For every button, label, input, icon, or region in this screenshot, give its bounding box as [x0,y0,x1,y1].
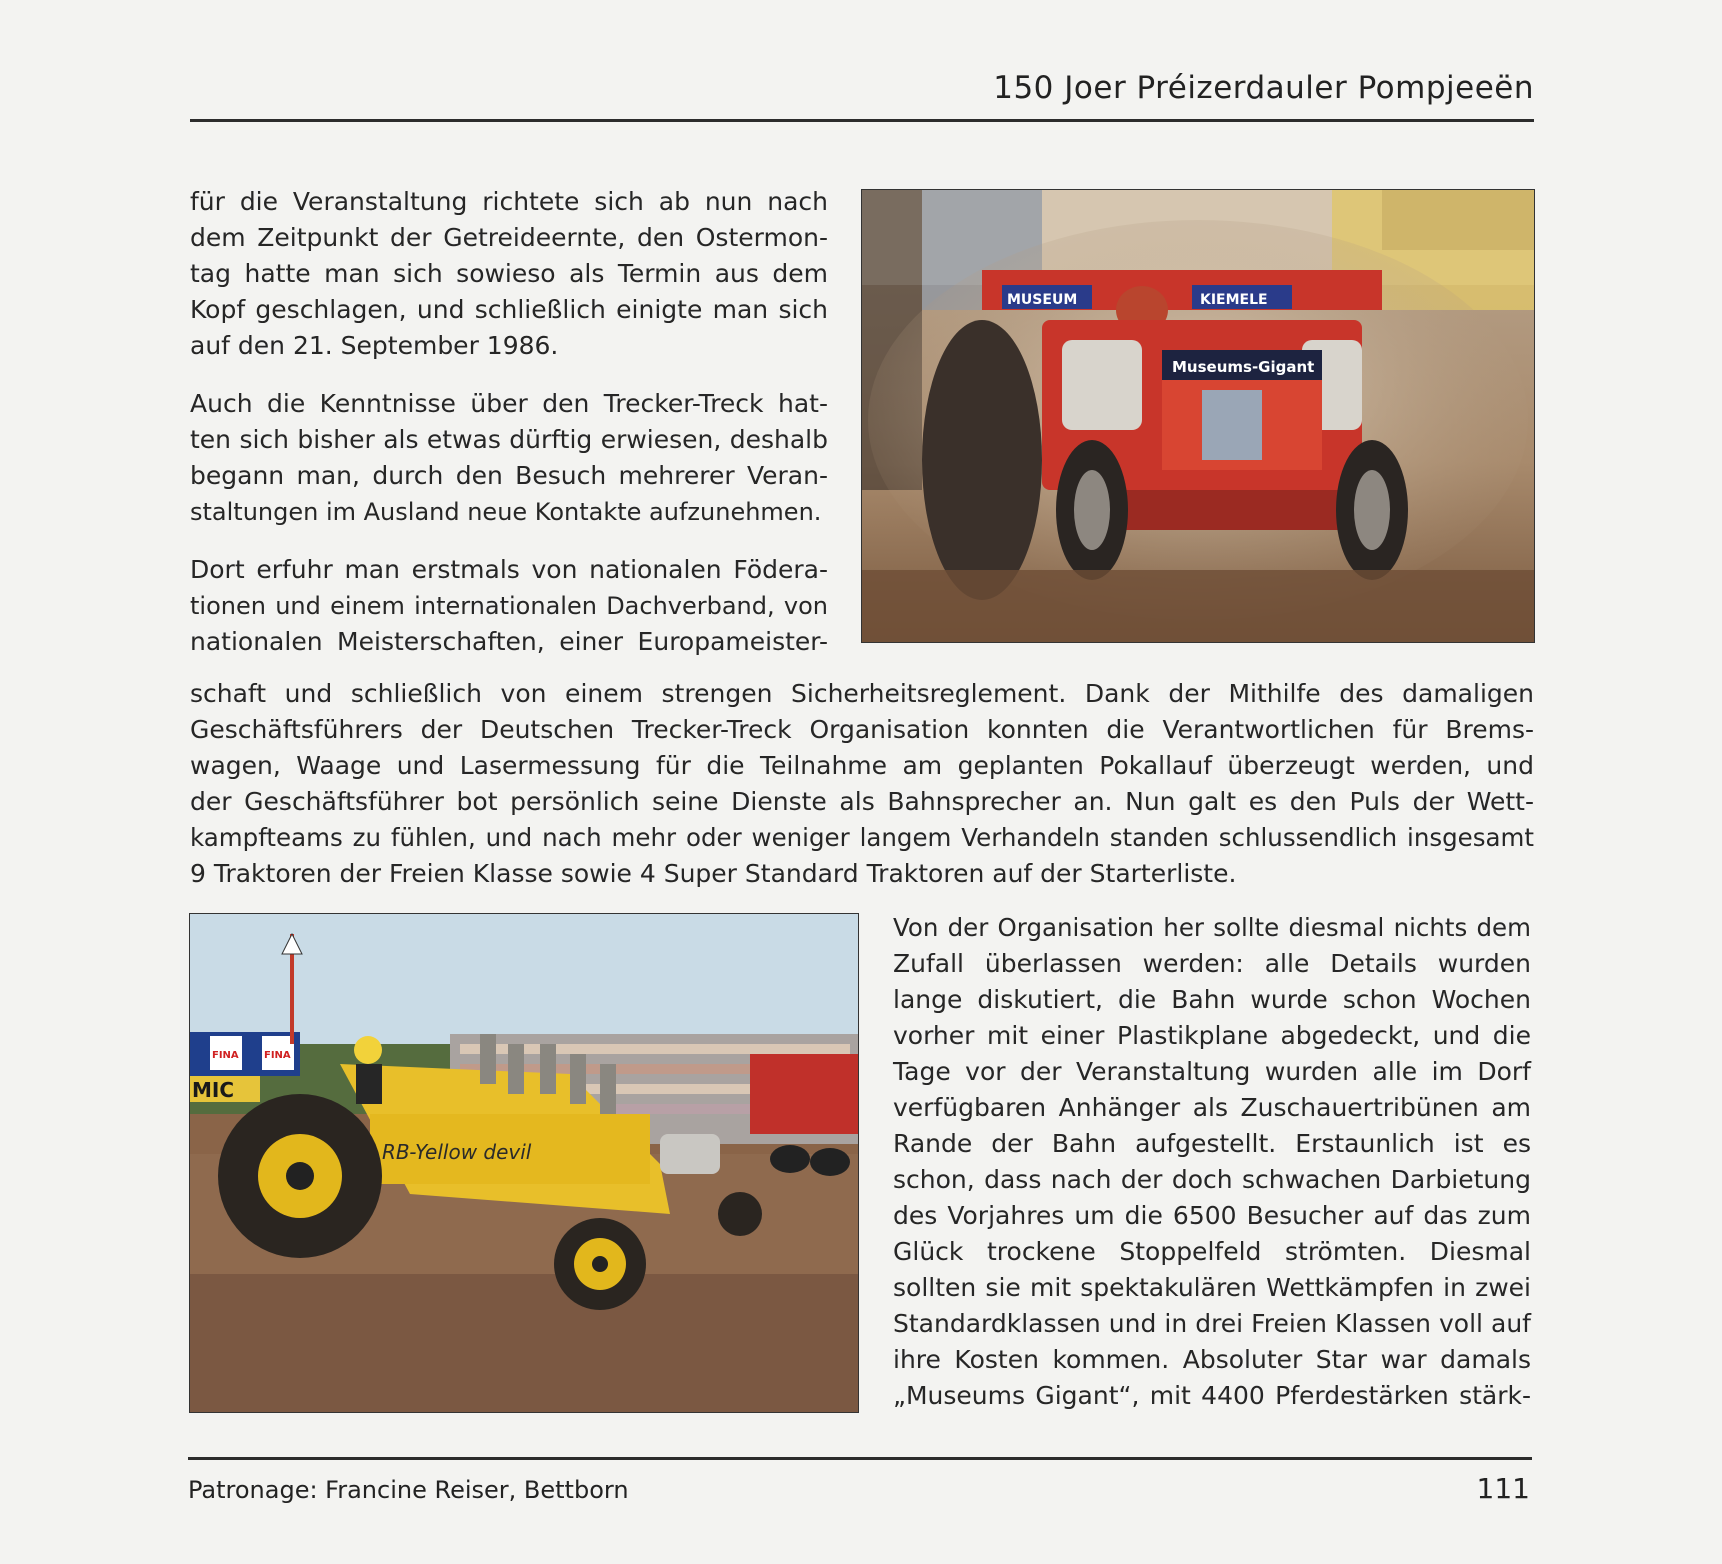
text-line: ihre Kosten kommen. Absoluter Star war damals [893,1345,1531,1374]
paragraph-4 [190,676,1534,892]
text-line: Kopf geschlagen, und schließlich einigte man sich [190,295,828,324]
text-line: Auch die Kenntnisse über den Trecker-Treck hat- [190,389,828,418]
text-line: 9 Traktoren der Freien Klasse sowie 4 Super Standard Traktoren auf der Starterliste. [190,859,1237,888]
text-line: wagen, Waage und Lasermessung für die Teilnahme am geplanten Pokallauf überzeugt werden, und [190,751,1534,780]
text-line: ten sich bisher als etwas dürftig erwiesen, deshalb [190,425,828,454]
sign-fina-2: FINA [264,1050,291,1061]
footer-rule [188,1457,1532,1460]
photo-museums-gigant [862,190,1534,642]
text-line: begann man, durch den Besuch mehrerer Veran- [190,461,828,490]
text-line: Von der Organisation her sollte diesmal nichts dem [893,913,1531,942]
text-line: kampfteams zu fühlen, und nach mehr oder weniger langem Verhandeln standen schlussendlich insgesamt [190,823,1534,852]
paragraph-5 [893,910,1531,1414]
text-line: tag hatte man sich sowieso als Termin aus dem [190,259,828,288]
text-line: der Geschäftsführer bot persönlich seine Dienste als Bahnsprecher an. Nun galt es den Puls der Wett- [190,787,1534,816]
text-line: Zufall überlassen werden: alle Details wurden [893,949,1531,978]
text-column-left [190,184,828,682]
photo-yellow-devil [190,914,858,1412]
sign-museums-gigant: Museums-Gigant [1172,358,1315,376]
text-line: vorher mit einer Plastikplane abgedeckt, und die [893,1021,1531,1050]
text-line: staltungen im Ausland neue Kontakte aufzunehmen. [190,498,822,526]
text-line: Standardklassen und in drei Freien Klassen voll auf [893,1309,1531,1338]
text-line: tionen und einem internationalen Dachverband, von [190,592,828,620]
paragraph-3 [190,552,828,660]
text-line: Geschäftsführers der Deutschen Trecker-Treck Organisation konnten die Verantwortlichen für Brems- [190,715,1534,744]
sign-mic: MIC [192,1078,235,1102]
header-rule [190,119,1534,122]
text-line: nationalen Meisterschaften, einer Europameister- [190,627,828,656]
sign-museum: MUSEUM [1007,292,1078,308]
page-number: 111 [1476,1472,1530,1505]
text-line: sollten sie mit spektakulären Wettkämpfen in zwei [893,1273,1531,1302]
text-line: „Museums Gigant“, mit 4400 Pferdestärken stärk- [893,1381,1531,1410]
text-line: schaft und schließlich von einem strengen Sicherheitsreglement. Dank der Mithilfe des damaligen [190,679,1534,708]
text-line: Rande der Bahn aufgestellt. Erstaunlich ist es [893,1129,1531,1158]
text-line: lange diskutiert, die Bahn wurde schon Wochen [893,985,1531,1014]
text-line: Tage vor der Veranstaltung wurden alle im Dorf [893,1057,1531,1086]
paragraph-2 [190,386,828,530]
running-header: 150 Joer Préizerdauler Pompjeeën [993,70,1534,106]
text-column-right [893,910,1531,1414]
text-line: schon, dass nach der doch schwachen Darbietung [893,1165,1531,1194]
tractor-yellow-illustration [190,914,858,1412]
footer-patronage: Patronage: Francine Reiser, Bettborn [188,1476,629,1504]
text-line: verfügbaren Anhänger als Zuschauertribünen am [893,1093,1531,1122]
sign-kiemele: KIEMELE [1200,292,1268,308]
text-line: auf den 21. September 1986. [190,331,559,360]
text-line: des Vorjahres um die 6500 Besucher auf das zum [893,1201,1531,1230]
text-line: für die Veranstaltung richtete sich ab nun nach [190,187,828,216]
text-line: dem Zeitpunkt der Getreideernte, den Ostermon- [190,223,828,252]
sign-yellow-devil: RB-Yellow devil [382,1140,532,1164]
text-line: Glück trockene Stoppelfeld strömten. Diesmal [893,1237,1531,1266]
tractor-red-illustration [862,190,1534,642]
text-fullwidth [190,676,1534,892]
sign-fina-1: FINA [212,1050,239,1061]
text-line: Dort erfuhr man erstmals von nationalen Födera- [190,555,828,584]
paragraph-1 [190,184,828,364]
